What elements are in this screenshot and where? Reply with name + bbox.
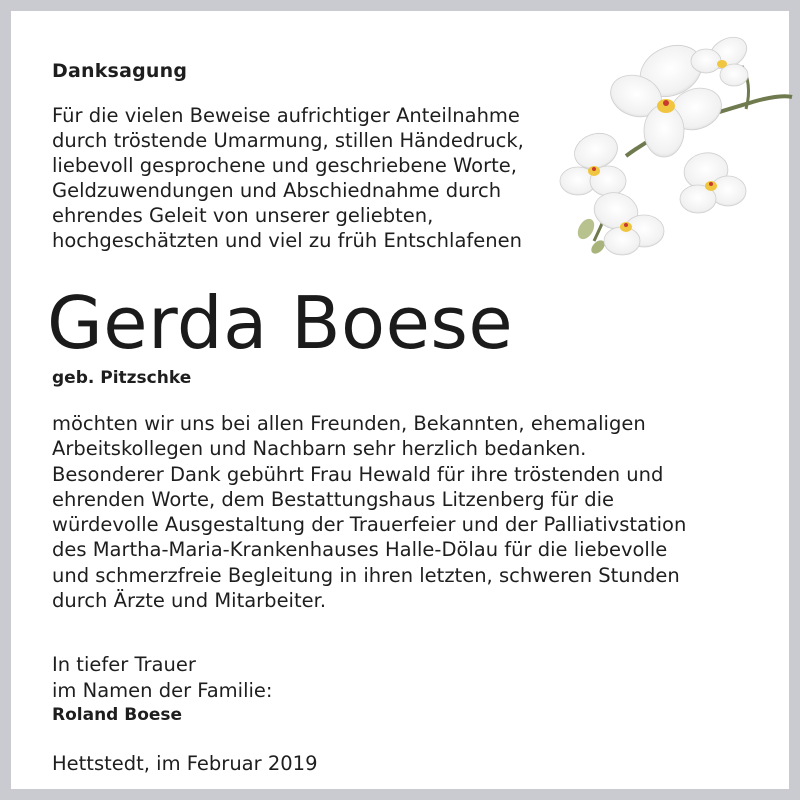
orchid-icon [556, 31, 796, 261]
heading: Danksagung [52, 60, 188, 82]
body-text: möchten wir uns bei allen Freunden, Bekannten, ehemaligen Arbeitskollegen und Nachbarn sehr herzlich bedanken. Besonderer Dank gebührt Frau Hewald für ihre tröstenden und ehrenden Worte, dem Bestattungshaus Litzenberg für die würdevolle Ausgestaltung der Trauerfeier und der Palliativstation des Martha-Maria-Krankenhauses Halle-Dölau für die liebevolle und schmerzfreie Begleitung in ihren letzten, schweren Stunden durch Ärzte und Mitarbeiter. [52, 412, 687, 613]
closing-block [52, 652, 272, 729]
place-date: Hettstedt, im Februar 2019 [52, 752, 318, 775]
signer-name: Roland Boese [52, 705, 183, 725]
closing-line-1: In tiefer Trauer [52, 653, 196, 676]
deceased-name: Gerda Boese [47, 281, 514, 365]
maiden-name: geb. Pitzschke [52, 368, 192, 388]
closing-line-2: im Namen der Familie: [52, 678, 273, 702]
intro-text: Für die vielen Beweise aufrichtiger Anteilnahme durch tröstende Umarmung, stillen Händedruck, liebevoll gesprochene und geschriebene Worte, Geldzuwendungen und Abschiednahme durch ehrendes Geleit von unserer geliebten, hochgeschätzten und viel zu früh Entschlafenen [52, 104, 524, 252]
